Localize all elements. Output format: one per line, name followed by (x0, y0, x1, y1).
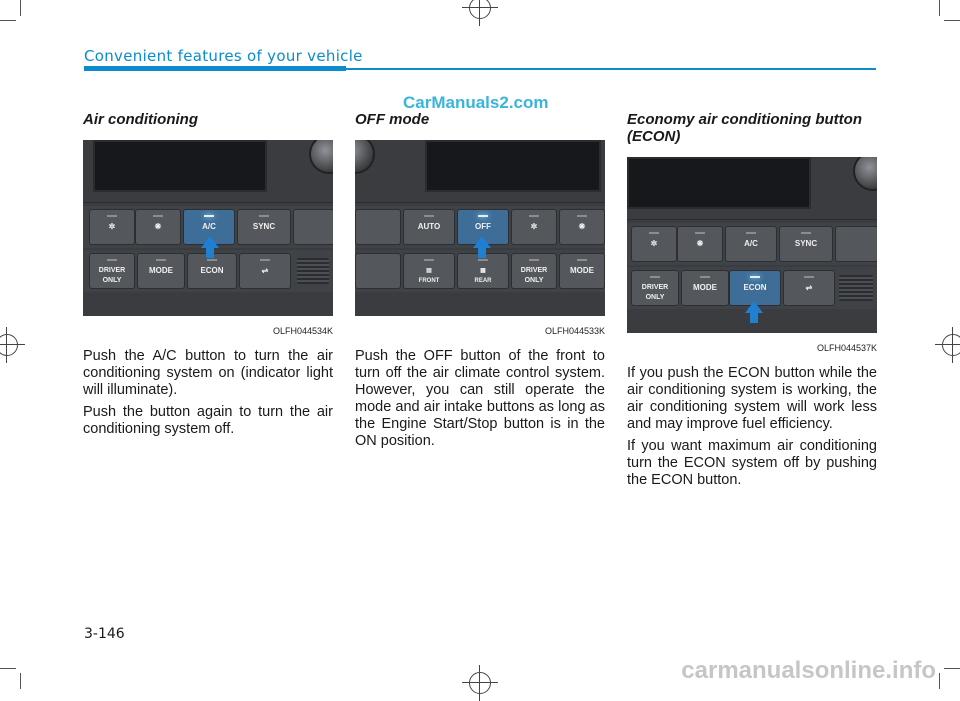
fan-up-button[interactable]: ❋ (677, 226, 723, 262)
pointer-arrow-icon (473, 236, 491, 248)
figure-ac-panel (83, 140, 333, 340)
fan-down-button[interactable]: ✲ (631, 226, 677, 262)
crop-mark (0, 668, 16, 669)
ac-button-label: A/C (202, 222, 216, 231)
mode-button[interactable] (559, 253, 605, 289)
driver-only-button[interactable] (631, 270, 679, 306)
auto-button[interactable] (403, 209, 455, 245)
blank-button[interactable] (355, 209, 401, 245)
front-defrost-label: FRONT (418, 278, 440, 284)
watermark-bottom[interactable]: carmanualsonline.info (681, 657, 936, 684)
sync-button-label: SYNC (794, 239, 818, 248)
vent-grille (839, 275, 873, 301)
header-rule (346, 68, 876, 70)
econ-button[interactable] (187, 253, 237, 289)
paragraph: Push the button again to turn the air conditioning system off. (83, 404, 333, 437)
registration-mark (469, 672, 491, 694)
crop-mark (939, 673, 940, 689)
driver-only-label: DRIVER ONLY (641, 284, 669, 301)
ac-button[interactable] (725, 226, 777, 262)
temperature-knob (853, 157, 877, 191)
heading-econ: Economy air conditioning button (ECON) (627, 111, 862, 145)
econ-label: ECON (200, 266, 224, 275)
pointer-arrow-stem (478, 248, 486, 258)
display-screen (93, 140, 267, 192)
vent-grille (297, 258, 329, 284)
figure-code: OLFH044534K (272, 326, 333, 336)
front-defrost-button[interactable]: ▤ FRONT (403, 253, 455, 289)
registration-mark (469, 0, 491, 19)
ac-button-label: A/C (744, 239, 758, 248)
crop-mark (0, 20, 16, 21)
mode-label: MODE (149, 266, 173, 275)
paragraph: Push the OFF button of the front to turn off the air climate control system. However, you can still operate the mode and air intake buttons as long as the Engine Start/Stop button is in the ON position. (355, 348, 605, 449)
panel-divider (627, 219, 877, 220)
crop-mark (20, 673, 21, 689)
mode-button[interactable] (681, 270, 729, 306)
rear-defrost-label: REAR (474, 278, 492, 284)
driver-only-label: DRIVER ONLY (98, 267, 126, 284)
heading-off-mode: OFF mode (355, 111, 430, 128)
crop-mark (939, 0, 940, 16)
sync-button[interactable] (237, 209, 291, 245)
registration-mark (0, 334, 18, 356)
temperature-knob (355, 140, 375, 174)
figure-code: OLFH044533K (544, 326, 605, 336)
driver-only-button[interactable] (511, 253, 557, 289)
crop-mark (944, 20, 960, 21)
figure-econ-panel (627, 157, 877, 357)
crop-mark (944, 668, 960, 669)
mode-label: MODE (693, 283, 717, 292)
fan-up-button[interactable]: ❋ (559, 209, 605, 245)
pointer-arrow-icon (745, 301, 763, 313)
panel-divider (355, 202, 605, 203)
fan-up-button[interactable]: ❋ (135, 209, 181, 245)
driver-only-button[interactable] (89, 253, 135, 289)
figure-off-panel (355, 140, 605, 340)
figure-caption-area (83, 316, 333, 340)
driver-only-label: DRIVER ONLY (520, 267, 548, 284)
pointer-arrow-icon (201, 236, 219, 248)
auto-button-label: AUTO (417, 222, 441, 231)
display-screen (425, 140, 601, 192)
mode-button[interactable] (137, 253, 185, 289)
econ-label: ECON (743, 283, 767, 292)
display-screen (627, 157, 811, 209)
registration-mark (942, 334, 960, 356)
paragraph: If you push the ECON button while the air conditioning system is working, the air conditioning system will work less and may improve fuel efficiency. (627, 365, 877, 432)
column-air-conditioning (83, 111, 333, 443)
watermark-top[interactable]: CarManuals2.com (403, 93, 549, 112)
rear-defrost-button[interactable]: ▦ REAR (457, 253, 509, 289)
crop-mark (20, 0, 21, 16)
column-econ (627, 111, 877, 494)
blank-button[interactable] (293, 209, 333, 245)
sync-button[interactable] (779, 226, 833, 262)
fan-down-button[interactable]: ✲ (89, 209, 135, 245)
recirculation-button[interactable]: ⇌ (239, 253, 291, 289)
blank-button[interactable] (835, 226, 877, 262)
pointer-arrow-stem (750, 313, 758, 323)
pointer-arrow-stem (206, 248, 214, 258)
recirculation-button[interactable]: ⇌ (783, 270, 835, 306)
section-title: Convenient features of your vehicle (84, 47, 363, 65)
figure-caption-area (627, 333, 877, 357)
column-off-mode (355, 111, 605, 455)
paragraph: Push the A/C button to turn the air conditioning system on (indicator light will illuminate). (83, 348, 333, 398)
fan-down-button[interactable]: ✲ (511, 209, 557, 245)
page-number: 3-146 (84, 626, 125, 642)
temperature-knob (309, 140, 333, 174)
heading-air-conditioning: Air conditioning (83, 111, 198, 128)
header-bar (84, 66, 346, 71)
figure-caption-area (355, 316, 605, 340)
paragraph: If you want maximum air conditioning turn the ECON system off by pushing the ECON button. (627, 438, 877, 488)
mode-label: MODE (570, 266, 594, 275)
sync-button-label: SYNC (252, 222, 276, 231)
figure-code: OLFH044537K (816, 343, 877, 353)
panel-divider (83, 202, 333, 203)
blank-button[interactable] (355, 253, 401, 289)
off-button-label: OFF (475, 222, 491, 231)
